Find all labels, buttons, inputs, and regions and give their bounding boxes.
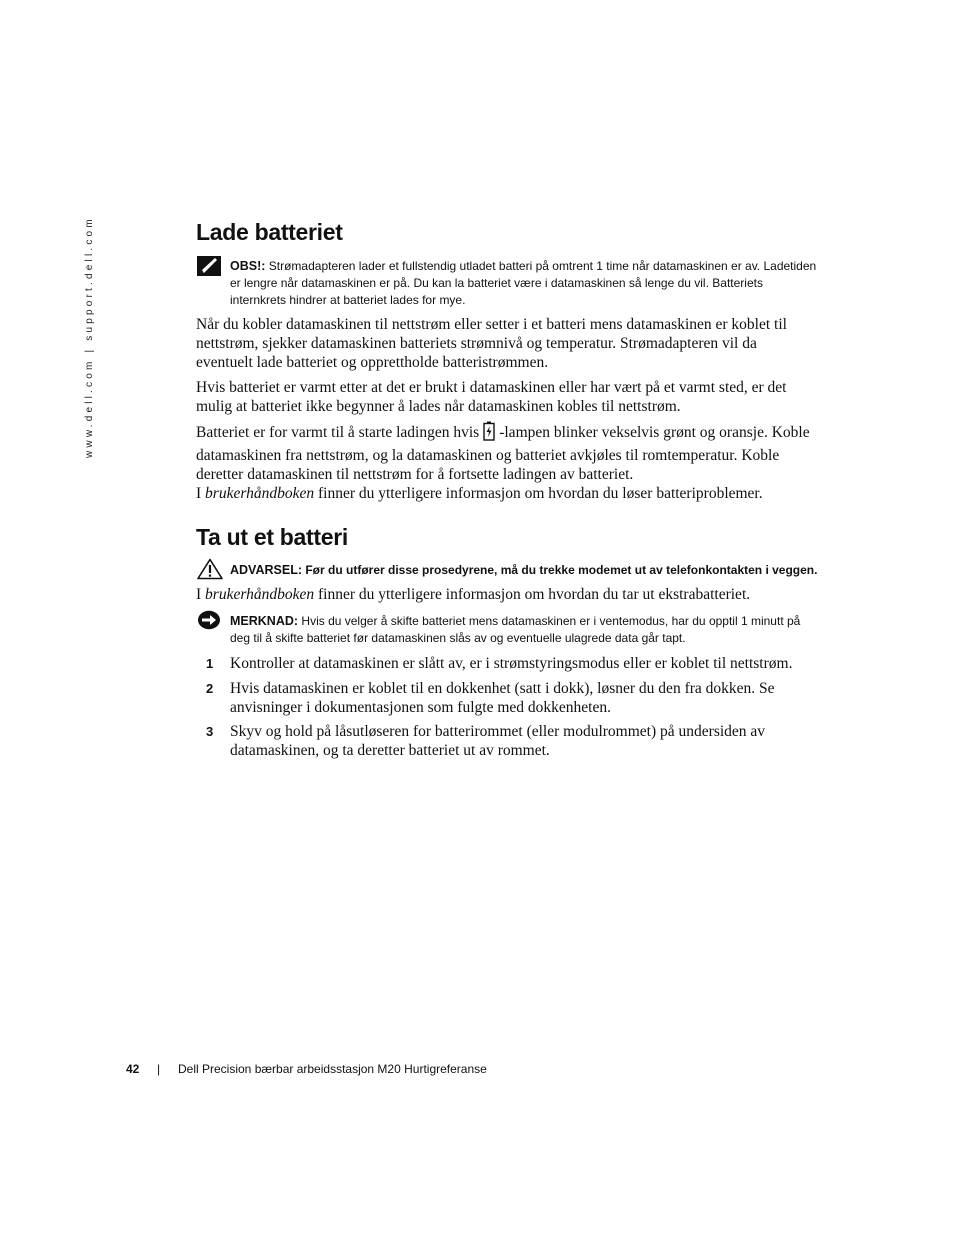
notice-label: MERKNAD: [230,614,299,628]
warning-text: Før du utfører disse prosedyrene, må du trekke modemet ut av telefonkontakten i veggen. [305,563,818,577]
text-prefix: I [196,485,202,502]
text-suffix: finner du ytterligere informasjon om hvordan du tar ut ekstrabatteriet. [317,586,751,603]
footer-separator: | [157,1062,161,1076]
footer-title: Dell Precision bærbar arbeidsstasjon M20 Hurtigreferanse [178,1062,487,1076]
note-label: OBS!: [230,259,266,273]
warning-advarsel [230,562,820,579]
step-number: 3 [206,724,214,739]
paragraph-extra-battery-ref [196,585,816,604]
notice-text: Hvis du velger å skifte batteriet mens datamaskinen er i ventemodus, har du opptil 1 minutt på deg til å skifte batteriet før datamaskinen slås av og eventuelle ulagrede data går tapt. [230,614,801,645]
note-pencil-icon [197,256,221,281]
paragraph: Når du kobler datamaskinen til nettstrøm eller setter i et batteri mens datamaskinen er koblet til nettstrøm, sjekker datamaskinen batteriets strømnivå og temperatur. Strømadapteren vil da eventuelt lade batteriet og opprettholde batteristrømmen. [196,316,787,371]
sidebar-url-text: www.dell.com | support.dell.com [84,216,95,458]
paragraph-text-before: Batteriet er for varmt til å starte ladingen hvis [196,424,480,441]
paragraph-troubleshoot-ref [196,484,816,503]
notice-merknad [230,613,820,647]
warning-label: ADVARSEL: [230,563,302,577]
step-text: Skyv og hold på låsutløseren for batterirommet (eller modulrommet) på undersiden av datamaskinen, og ta deretter batteriet ut av rommet. [230,723,766,759]
sidebar-url [84,216,98,462]
battery-status-icon [483,421,495,446]
note-text: Strømadapteren lader et fullstendig utladet batteri på omtrent 1 time når datamaskinen er av. Ladetiden er lengre når datamaskinen er på. Du kan la batteriet være i datamaskinen så lenge du vil. Batteriets internkrets hindrer at batteriet lades for mye. [230,259,817,307]
note-obs [230,258,820,309]
book-title: brukerhåndboken [205,586,315,603]
step-text: Hvis datamaskinen er koblet til en dokkenhet (satt i dokk), løsner du den fra dokken. Se anvisninger i dokumentasjonen som fulgte med dokkenheten. [230,680,775,716]
text-prefix: I [196,586,202,603]
notice-hand-icon [197,610,221,635]
page-number: 42 [126,1062,140,1076]
paragraph-battery-hot [196,421,816,484]
paragraph-text-after: -lampen blinker vekselvis grønt og oransje. Koble datamaskinen fra nettstrøm, og la datamaskinen og batteriet avkjøles til romtemperatur. Koble deretter datamaskinen til nettstrøm for å fortsette ladingen av batteriet. [196,424,810,483]
step-number: 1 [206,656,214,671]
heading-lade-batteriet: Lade batteriet [196,219,343,245]
text-suffix: finner du ytterligere informasjon om hvordan du løser batteriproblemer. [317,485,763,502]
step-text: Kontroller at datamaskinen er slått av, er i strømstyringsmodus eller er koblet til nettstrøm. [230,655,793,672]
warning-triangle-icon [197,558,223,585]
paragraph: Hvis batteriet er varmt etter at det er brukt i datamaskinen eller har vært på et varmt sted, er det mulig at batteriet ikke begynner å lades når datamaskinen kobles til nettstrøm. [196,379,787,415]
heading-ta-ut-et-batteri: Ta ut et batteri [196,524,348,550]
book-title: brukerhåndboken [205,485,315,502]
step-number: 2 [206,681,214,696]
